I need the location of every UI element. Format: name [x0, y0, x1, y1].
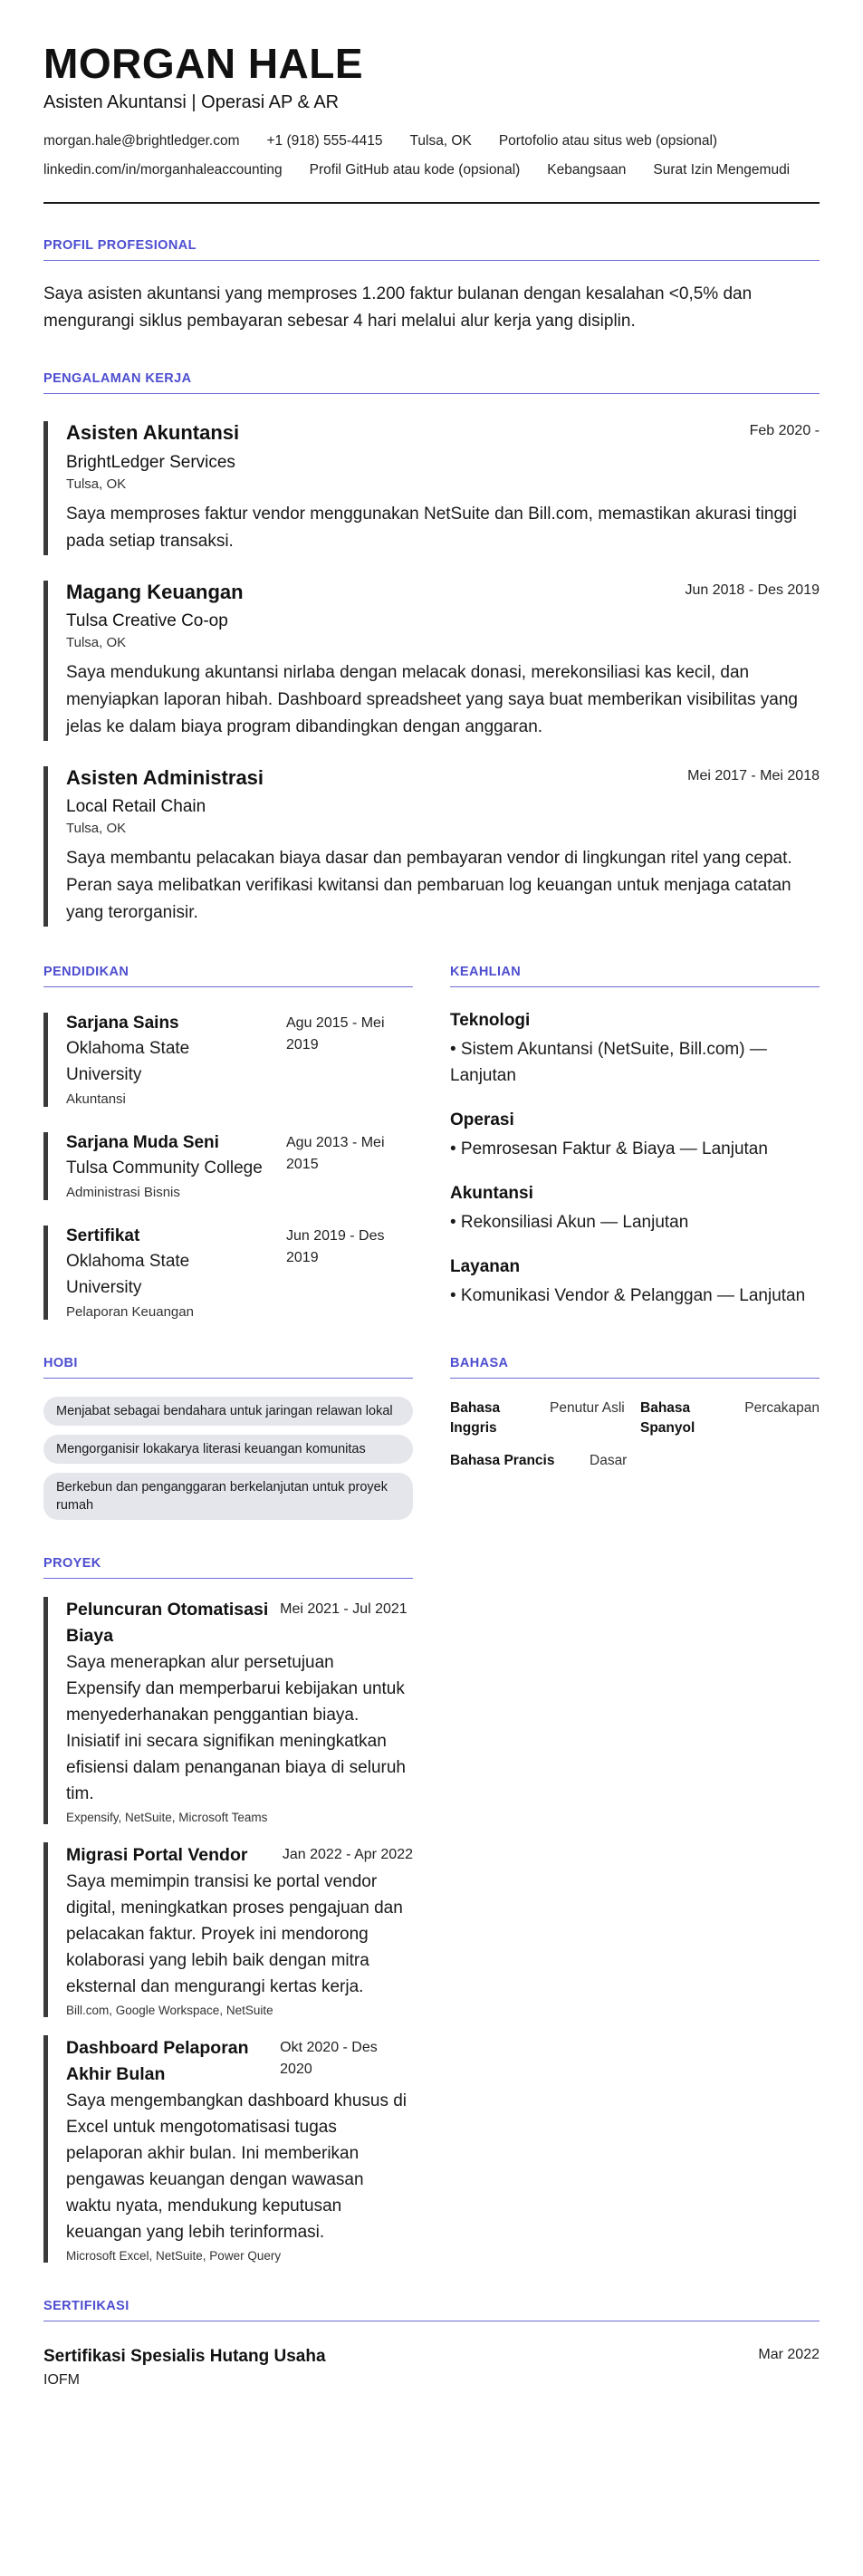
contact-location: Tulsa, OK	[409, 133, 472, 149]
skill-category: Layanan	[450, 1257, 521, 1277]
contact-driving-license: Surat Izin Mengemudi	[653, 162, 791, 178]
education-school: Tulsa Community College	[66, 1158, 263, 1177]
project-entry	[43, 2035, 413, 2263]
project-entry	[43, 1842, 413, 2017]
job-location: Tulsa, OK	[66, 476, 127, 492]
skill-group	[450, 1257, 820, 1309]
job-entry	[43, 766, 820, 927]
job-location: Tulsa, OK	[66, 821, 127, 837]
education-heading: PENDIDIKAN	[43, 965, 413, 987]
languages-heading: BAHASA	[450, 1356, 820, 1379]
education-degree: Sertifikat	[66, 1226, 140, 1245]
certification-date: Mar 2022	[758, 2346, 820, 2362]
job-title: Magang Keuangan	[66, 580, 244, 603]
project-tech: Expensify, NetSuite, Microsoft Teams	[66, 1810, 268, 1824]
skill-item: • Komunikasi Vendor & Pelanggan — Lanjutan	[450, 1286, 806, 1306]
job-date: Feb 2020 -	[749, 423, 820, 439]
education-section	[43, 965, 413, 1319]
languages-section	[450, 1356, 820, 1520]
certification-name: Sertifikasi Spesialis Hutang Usaha	[43, 2346, 326, 2366]
skill-group	[450, 1184, 820, 1235]
hobbies-heading: HOBI	[43, 1356, 413, 1379]
skill-category: Akuntansi	[450, 1184, 533, 1204]
certifications-heading: SERTIFIKASI	[43, 2299, 820, 2321]
job-location: Tulsa, OK	[66, 635, 127, 651]
job-date: Mei 2017 - Mei 2018	[687, 768, 820, 784]
skill-item: • Sistem Akuntansi (NetSuite, Bill.com) — Lanjutan	[450, 1040, 767, 1086]
education-school: Oklahoma State University	[66, 1039, 190, 1085]
education-entry	[43, 1013, 413, 1107]
education-degree: Sarjana Muda Seni	[66, 1133, 219, 1153]
job-description: Saya mendukung akuntansi nirlaba dengan melacak donasi, merekonsiliasi kas kecil, dan menyiapkan laporan hibah. Dashboard spreadsheet yang saya buat memberikan visibilitas yang jelas ke dalam biaya program dibandingkan dengan anggaran.	[66, 663, 798, 737]
job-title: Asisten Akuntansi	[66, 421, 240, 445]
skill-item: • Rekonsiliasi Akun — Lanjutan	[450, 1213, 689, 1233]
job-title: Asisten Administrasi	[66, 766, 264, 790]
education-entry	[43, 1226, 413, 1320]
language-name: Bahasa Inggris	[450, 1399, 501, 1436]
language-name: Bahasa Prancis	[450, 1452, 555, 1468]
hobby-pill: Berkebun dan penganggaran berkelanjutan untuk proyek rumah	[43, 1473, 413, 1520]
contact-github: Profil GitHub atau kode (opsional)	[309, 162, 521, 178]
projects-heading: PROYEK	[43, 1556, 413, 1579]
skill-item: • Pemrosesan Faktur & Biaya — Lanjutan	[450, 1139, 768, 1159]
education-field: Pelaporan Keuangan	[66, 1303, 194, 1320]
languages-grid	[450, 1399, 820, 1438]
resume-header	[43, 42, 820, 204]
skill-category: Operasi	[450, 1110, 514, 1130]
candidate-subtitle: Asisten Akuntansi | Operasi AP & AR	[43, 92, 340, 113]
project-title: Dashboard Pelaporan Akhir Bulan	[66, 2037, 249, 2084]
job-date: Jun 2018 - Des 2019	[685, 582, 820, 598]
education-date: Jun 2019 - Des 2019	[286, 1227, 385, 1265]
profile-summary: Saya asisten akuntansi yang memproses 1.200 faktur bulanan dengan kesalahan <0,5% dan mengurangi siklus pembayaran sebesar 4 hari melalui alur kerja yang disiplin.	[43, 284, 753, 332]
education-date: Agu 2015 - Mei 2019	[286, 1015, 385, 1053]
education-degree: Sarjana Sains	[66, 1014, 179, 1033]
job-description: Saya membantu pelacakan biaya dasar dan pembayaran vendor di lingkungan ritel yang cepat. Peran saya melibatkan verifikasi kwitansi dan pembaruan log keuangan untuk menjaga catatan yang terorganisir.	[66, 849, 792, 923]
hobby-pill: Menjabat sebagai bendahara untuk jaringan relawan lokal	[43, 1397, 413, 1426]
project-tech: Microsoft Excel, NetSuite, Power Query	[66, 2248, 282, 2263]
contact-phone: +1 (918) 555-4415	[266, 133, 383, 149]
education-field: Akuntansi	[66, 1091, 126, 1108]
skills-heading: KEAHLIAN	[450, 965, 820, 987]
project-entry	[43, 1597, 413, 1824]
contact-portfolio: Portofolio atau situs web (opsional)	[498, 133, 718, 149]
certifications-section	[43, 2299, 820, 2389]
education-date: Agu 2013 - Mei 2015	[286, 1135, 385, 1173]
certification-org: IOFM	[43, 2371, 80, 2388]
language-level: Percakapan	[744, 1399, 820, 1416]
header-divider	[43, 202, 820, 204]
language-level: Dasar	[590, 1452, 628, 1468]
skills-section	[450, 965, 820, 1319]
hobbies-section	[43, 1356, 413, 1520]
skill-group	[450, 1110, 820, 1162]
contact-email: morgan.hale@brightledger.com	[43, 133, 240, 149]
education-entry	[43, 1132, 413, 1200]
certification-entry	[43, 2347, 820, 2389]
hobbies-languages-row	[43, 1356, 820, 1520]
job-company: Tulsa Creative Co-op	[66, 611, 228, 631]
projects-section	[43, 1556, 413, 2263]
project-date: Mei 2021 - Jul 2021	[280, 1600, 408, 1617]
contact-list	[43, 133, 820, 178]
project-description: Saya menerapkan alur persetujuan Expensify dan memperbarui kebijakan untuk menyederhanakan penggantian biaya. Inisiatif ini secara signifikan meningkatkan efisiensi dalam penanganan biaya di seluruh tim.	[66, 1652, 406, 1803]
job-company: Local Retail Chain	[66, 797, 206, 817]
profile-section	[43, 238, 820, 335]
job-description: Saya memproses faktur vendor menggunakan NetSuite dan Bill.com, memastikan akurasi tinggi pada setiap transaksi.	[66, 504, 797, 551]
project-title: Migrasi Portal Vendor	[66, 1844, 248, 1865]
experience-section	[43, 371, 820, 927]
candidate-name: MORGAN HALE	[43, 40, 364, 87]
project-title: Peluncuran Otomatisasi Biaya	[66, 1599, 269, 1646]
project-date: Jan 2022 - Apr 2022	[282, 1846, 413, 1862]
education-skills-row	[43, 965, 820, 1319]
job-company: BrightLedger Services	[66, 452, 235, 472]
language-level: Penutur Asli	[550, 1399, 625, 1416]
language-name: Bahasa Spanyol	[640, 1399, 695, 1436]
project-date: Okt 2020 - Des 2020	[280, 2039, 378, 2077]
skill-group	[450, 1011, 820, 1089]
job-entry	[43, 421, 820, 554]
project-tech: Bill.com, Google Workspace, NetSuite	[66, 2003, 273, 2017]
profile-heading: PROFIL PROFESIONAL	[43, 238, 820, 261]
project-description: Saya mengembangkan dashboard khusus di Excel untuk mengotomatisasi tugas pelaporan akhir bulan. Ini memberikan pengawas keuangan dengan wawasan waktu nyata, mendukung keputusan keuangan yang lebih terinformasi.	[66, 2091, 408, 2242]
hobby-pill: Mengorganisir lokakarya literasi keuangan komunitas	[43, 1435, 413, 1464]
contact-nationality: Kebangsaan	[547, 162, 627, 178]
project-description: Saya memimpin transisi ke portal vendor digital, meningkatkan proses pengajuan dan pelacakan faktur. Proyek ini mendorong kolaborasi yang lebih baik dengan mitra eksternal dan mengurangi kertas kerja.	[66, 1871, 403, 1996]
languages-row	[450, 1453, 820, 1469]
skill-category: Teknologi	[450, 1011, 531, 1031]
experience-heading: PENGALAMAN KERJA	[43, 371, 820, 394]
education-school: Oklahoma State University	[66, 1251, 190, 1297]
contact-linkedin: linkedin.com/in/morganhaleaccounting	[43, 162, 283, 178]
job-entry	[43, 581, 820, 741]
education-field: Administrasi Bisnis	[66, 1184, 180, 1200]
